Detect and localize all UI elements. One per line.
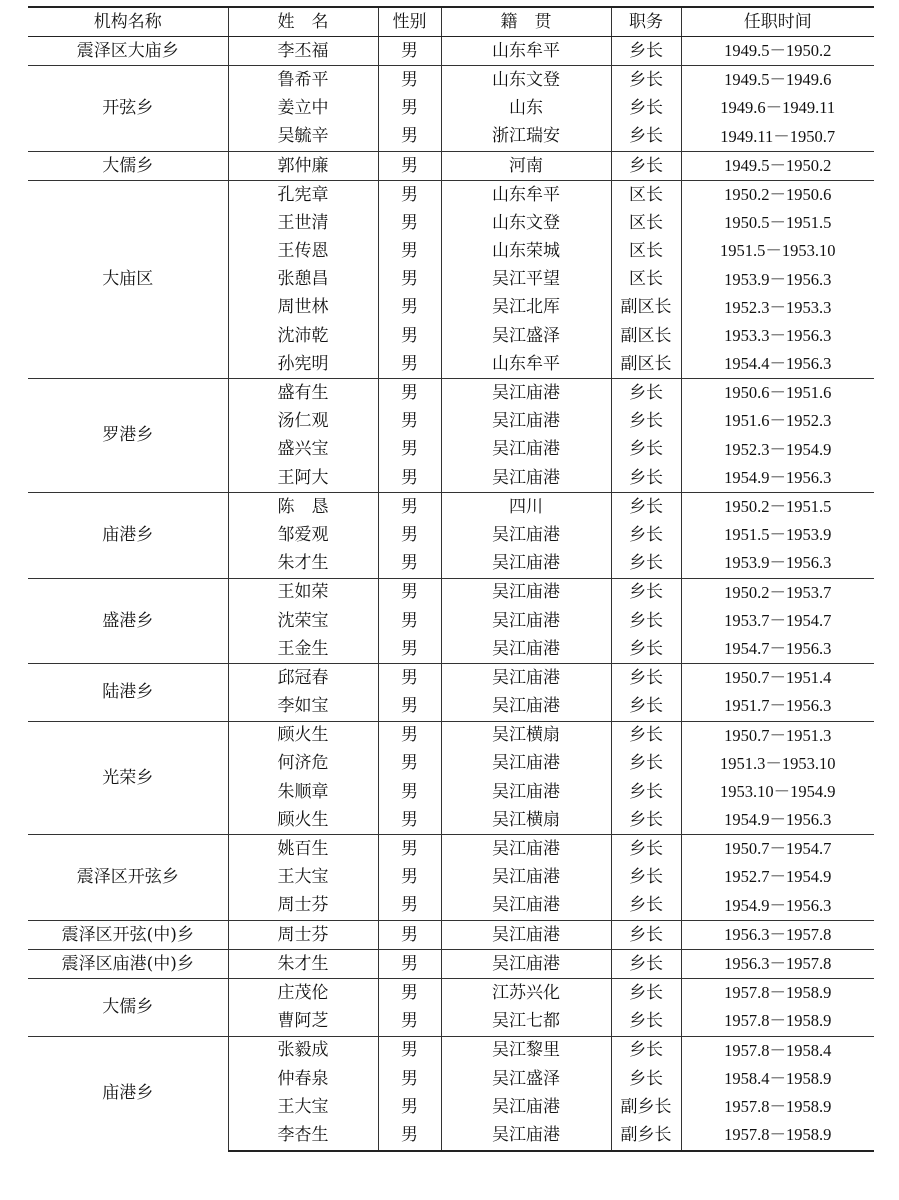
origin-cell: 吴江盛泽 xyxy=(441,322,611,350)
name-cell: 王世清 xyxy=(228,209,378,237)
name-cell: 盛有生 xyxy=(228,379,378,408)
term-cell: 1952.7－1954.9 xyxy=(681,864,874,892)
name-cell: 王传恩 xyxy=(228,238,378,266)
sex-cell: 男 xyxy=(378,1036,441,1065)
origin-cell: 江苏兴化 xyxy=(441,979,611,1008)
name-cell: 李杏生 xyxy=(228,1121,378,1150)
term-cell: 1950.2－1953.7 xyxy=(681,578,874,607)
org-name-cell: 震泽区庙港(中)乡 xyxy=(28,950,228,979)
post-cell: 乡长 xyxy=(611,379,681,408)
term-cell: 1952.3－1953.3 xyxy=(681,294,874,322)
post-cell: 乡长 xyxy=(611,721,681,750)
origin-cell: 山东文登 xyxy=(441,209,611,237)
name-cell: 张憩昌 xyxy=(228,266,378,294)
origin-cell: 吴江庙港 xyxy=(441,864,611,892)
table-row xyxy=(28,950,874,979)
name-cell: 沈沛乾 xyxy=(228,322,378,350)
sex-cell: 男 xyxy=(378,750,441,778)
sex-cell: 男 xyxy=(378,1121,441,1150)
table-header xyxy=(28,7,874,37)
post-cell: 乡长 xyxy=(611,1036,681,1065)
term-cell: 1957.8－1958.9 xyxy=(681,1093,874,1121)
sex-cell: 男 xyxy=(378,123,441,152)
sex-cell: 男 xyxy=(378,607,441,635)
origin-cell: 山东荣城 xyxy=(441,238,611,266)
org-name-cell: 大庙区 xyxy=(28,181,228,379)
origin-cell: 吴江庙港 xyxy=(441,436,611,464)
origin-cell: 浙江瑞安 xyxy=(441,123,611,152)
table-row xyxy=(28,493,874,522)
sex-cell: 男 xyxy=(378,322,441,350)
origin-cell: 吴江横扇 xyxy=(441,806,611,835)
org-name-cell: 震泽区开弦乡 xyxy=(28,835,228,921)
name-cell: 李如宝 xyxy=(228,693,378,722)
name-cell: 王如荣 xyxy=(228,578,378,607)
post-cell: 乡长 xyxy=(611,95,681,123)
post-cell: 乡长 xyxy=(611,864,681,892)
term-cell: 1951.5－1953.9 xyxy=(681,521,874,549)
term-cell: 1957.8－1958.9 xyxy=(681,979,874,1008)
table-row xyxy=(28,721,874,750)
term-cell: 1949.6－1949.11 xyxy=(681,95,874,123)
name-cell: 张毅成 xyxy=(228,1036,378,1065)
table-row xyxy=(28,664,874,693)
origin-cell: 吴江庙港 xyxy=(441,578,611,607)
post-cell: 乡长 xyxy=(611,664,681,693)
name-cell: 汤仁观 xyxy=(228,408,378,436)
org-name-cell: 庙港乡 xyxy=(28,1036,228,1150)
name-cell: 姜立中 xyxy=(228,95,378,123)
header-org: 机构名称 xyxy=(28,7,228,37)
term-cell: 1950.7－1951.3 xyxy=(681,721,874,750)
name-cell: 周士芬 xyxy=(228,921,378,950)
name-cell: 朱顺章 xyxy=(228,778,378,806)
org-name-cell: 大儒乡 xyxy=(28,151,228,180)
sex-cell: 男 xyxy=(378,266,441,294)
origin-cell: 吴江七都 xyxy=(441,1008,611,1037)
name-cell: 孔宪章 xyxy=(228,181,378,210)
origin-cell: 吴江庙港 xyxy=(441,921,611,950)
origin-cell: 山东牟平 xyxy=(441,181,611,210)
table-row xyxy=(28,37,874,66)
term-cell: 1950.5－1951.5 xyxy=(681,209,874,237)
sex-cell: 男 xyxy=(378,979,441,1008)
origin-cell: 山东文登 xyxy=(441,66,611,95)
term-cell: 1958.4－1958.9 xyxy=(681,1065,874,1093)
sex-cell: 男 xyxy=(378,664,441,693)
name-cell: 王大宝 xyxy=(228,864,378,892)
origin-cell: 吴江庙港 xyxy=(441,892,611,921)
table-row xyxy=(28,66,874,95)
origin-cell: 吴江黎里 xyxy=(441,1036,611,1065)
sex-cell: 男 xyxy=(378,37,441,66)
name-cell: 朱才生 xyxy=(228,550,378,579)
term-cell: 1950.6－1951.6 xyxy=(681,379,874,408)
sex-cell: 男 xyxy=(378,151,441,180)
table-row xyxy=(28,979,874,1008)
table-row xyxy=(28,921,874,950)
term-cell: 1951.7－1956.3 xyxy=(681,693,874,722)
post-cell: 副乡长 xyxy=(611,1121,681,1150)
post-cell: 乡长 xyxy=(611,493,681,522)
term-cell: 1953.9－1956.3 xyxy=(681,550,874,579)
term-cell: 1949.11－1950.7 xyxy=(681,123,874,152)
name-cell: 庄茂伦 xyxy=(228,979,378,1008)
term-cell: 1954.9－1956.3 xyxy=(681,892,874,921)
header-row xyxy=(28,7,874,37)
post-cell: 乡长 xyxy=(611,1008,681,1037)
table-row xyxy=(28,181,874,210)
name-cell: 王金生 xyxy=(228,635,378,664)
term-cell: 1949.5－1949.6 xyxy=(681,66,874,95)
origin-cell: 四川 xyxy=(441,493,611,522)
sex-cell: 男 xyxy=(378,835,441,864)
term-cell: 1949.5－1950.2 xyxy=(681,151,874,180)
post-cell: 乡长 xyxy=(611,408,681,436)
sex-cell: 男 xyxy=(378,693,441,722)
post-cell: 副区长 xyxy=(611,294,681,322)
post-cell: 乡长 xyxy=(611,835,681,864)
post-cell: 乡长 xyxy=(611,464,681,493)
org-name-cell: 陆港乡 xyxy=(28,664,228,721)
sex-cell: 男 xyxy=(378,635,441,664)
post-cell: 乡长 xyxy=(611,750,681,778)
name-cell: 吴毓辛 xyxy=(228,123,378,152)
sex-cell: 男 xyxy=(378,550,441,579)
origin-cell: 吴江庙港 xyxy=(441,550,611,579)
table-row xyxy=(28,151,874,180)
sex-cell: 男 xyxy=(378,1093,441,1121)
header-sex: 性别 xyxy=(378,7,441,37)
term-cell: 1956.3－1957.8 xyxy=(681,950,874,979)
term-cell: 1953.3－1956.3 xyxy=(681,322,874,350)
name-cell: 周士芬 xyxy=(228,892,378,921)
origin-cell: 吴江庙港 xyxy=(441,635,611,664)
post-cell: 副乡长 xyxy=(611,1093,681,1121)
name-cell: 王大宝 xyxy=(228,1093,378,1121)
name-cell: 何济危 xyxy=(228,750,378,778)
sex-cell: 男 xyxy=(378,578,441,607)
sex-cell: 男 xyxy=(378,209,441,237)
term-cell: 1951.5－1953.10 xyxy=(681,238,874,266)
post-cell: 区长 xyxy=(611,209,681,237)
post-cell: 乡长 xyxy=(611,950,681,979)
origin-cell: 吴江庙港 xyxy=(441,464,611,493)
officials-table xyxy=(28,6,874,1152)
sex-cell: 男 xyxy=(378,921,441,950)
sex-cell: 男 xyxy=(378,436,441,464)
term-cell: 1953.7－1954.7 xyxy=(681,607,874,635)
header-term: 任职时间 xyxy=(681,7,874,37)
post-cell: 副区长 xyxy=(611,322,681,350)
term-cell: 1950.2－1951.5 xyxy=(681,493,874,522)
origin-cell: 山东牟平 xyxy=(441,37,611,66)
org-name-cell: 盛港乡 xyxy=(28,578,228,664)
sex-cell: 男 xyxy=(378,892,441,921)
term-cell: 1953.10－1954.9 xyxy=(681,778,874,806)
term-cell: 1952.3－1954.9 xyxy=(681,436,874,464)
sex-cell: 男 xyxy=(378,950,441,979)
origin-cell: 吴江庙港 xyxy=(441,607,611,635)
origin-cell: 吴江庙港 xyxy=(441,750,611,778)
post-cell: 乡长 xyxy=(611,607,681,635)
post-cell: 乡长 xyxy=(611,436,681,464)
post-cell: 乡长 xyxy=(611,550,681,579)
sex-cell: 男 xyxy=(378,493,441,522)
term-cell: 1957.8－1958.9 xyxy=(681,1008,874,1037)
origin-cell: 吴江庙港 xyxy=(441,693,611,722)
name-cell: 曹阿芝 xyxy=(228,1008,378,1037)
sex-cell: 男 xyxy=(378,350,441,379)
sex-cell: 男 xyxy=(378,721,441,750)
post-cell: 乡长 xyxy=(611,979,681,1008)
sex-cell: 男 xyxy=(378,294,441,322)
post-cell: 区长 xyxy=(611,266,681,294)
sex-cell: 男 xyxy=(378,408,441,436)
term-cell: 1954.4－1956.3 xyxy=(681,350,874,379)
name-cell: 邱冠春 xyxy=(228,664,378,693)
sex-cell: 男 xyxy=(378,521,441,549)
name-cell: 顾火生 xyxy=(228,806,378,835)
header-name: 姓 名 xyxy=(228,7,378,37)
name-cell: 王阿大 xyxy=(228,464,378,493)
name-cell: 仲春泉 xyxy=(228,1065,378,1093)
post-cell: 副区长 xyxy=(611,350,681,379)
origin-cell: 吴江庙港 xyxy=(441,835,611,864)
sex-cell: 男 xyxy=(378,1008,441,1037)
origin-cell: 山东牟平 xyxy=(441,350,611,379)
name-cell: 沈荣宝 xyxy=(228,607,378,635)
post-cell: 乡长 xyxy=(611,921,681,950)
origin-cell: 吴江庙港 xyxy=(441,1121,611,1150)
name-cell: 顾火生 xyxy=(228,721,378,750)
org-name-cell: 罗港乡 xyxy=(28,379,228,493)
name-cell: 陈 恳 xyxy=(228,493,378,522)
post-cell: 乡长 xyxy=(611,635,681,664)
term-cell: 1953.9－1956.3 xyxy=(681,266,874,294)
sex-cell: 男 xyxy=(378,864,441,892)
sex-cell: 男 xyxy=(378,379,441,408)
post-cell: 乡长 xyxy=(611,66,681,95)
name-cell: 朱才生 xyxy=(228,950,378,979)
origin-cell: 吴江盛泽 xyxy=(441,1065,611,1093)
origin-cell: 吴江庙港 xyxy=(441,408,611,436)
table-row xyxy=(28,835,874,864)
post-cell: 区长 xyxy=(611,238,681,266)
sex-cell: 男 xyxy=(378,464,441,493)
post-cell: 乡长 xyxy=(611,693,681,722)
sex-cell: 男 xyxy=(378,778,441,806)
name-cell: 盛兴宝 xyxy=(228,436,378,464)
term-cell: 1951.6－1952.3 xyxy=(681,408,874,436)
post-cell: 乡长 xyxy=(611,37,681,66)
post-cell: 乡长 xyxy=(611,151,681,180)
name-cell: 李丕福 xyxy=(228,37,378,66)
origin-cell: 吴江庙港 xyxy=(441,664,611,693)
post-cell: 乡长 xyxy=(611,778,681,806)
post-cell: 乡长 xyxy=(611,1065,681,1093)
origin-cell: 河南 xyxy=(441,151,611,180)
origin-cell: 吴江横扇 xyxy=(441,721,611,750)
sex-cell: 男 xyxy=(378,66,441,95)
sex-cell: 男 xyxy=(378,95,441,123)
origin-cell: 吴江平望 xyxy=(441,266,611,294)
term-cell: 1957.8－1958.4 xyxy=(681,1036,874,1065)
table-row xyxy=(28,379,874,408)
header-post: 职务 xyxy=(611,7,681,37)
post-cell: 乡长 xyxy=(611,578,681,607)
term-cell: 1954.7－1956.3 xyxy=(681,635,874,664)
term-cell: 1951.3－1953.10 xyxy=(681,750,874,778)
header-origin: 籍 贯 xyxy=(441,7,611,37)
origin-cell: 吴江庙港 xyxy=(441,778,611,806)
term-cell: 1950.2－1950.6 xyxy=(681,181,874,210)
origin-cell: 吴江庙港 xyxy=(441,1093,611,1121)
name-cell: 鲁希平 xyxy=(228,66,378,95)
term-cell: 1949.5－1950.2 xyxy=(681,37,874,66)
name-cell: 周世林 xyxy=(228,294,378,322)
post-cell: 乡长 xyxy=(611,806,681,835)
origin-cell: 吴江庙港 xyxy=(441,379,611,408)
name-cell: 孙宪明 xyxy=(228,350,378,379)
org-name-cell: 大儒乡 xyxy=(28,979,228,1036)
term-cell: 1957.8－1958.9 xyxy=(681,1121,874,1150)
term-cell: 1956.3－1957.8 xyxy=(681,921,874,950)
sex-cell: 男 xyxy=(378,181,441,210)
name-cell: 姚百生 xyxy=(228,835,378,864)
post-cell: 乡长 xyxy=(611,123,681,152)
sex-cell: 男 xyxy=(378,1065,441,1093)
post-cell: 区长 xyxy=(611,181,681,210)
term-cell: 1954.9－1956.3 xyxy=(681,806,874,835)
table-row xyxy=(28,1036,874,1065)
term-cell: 1950.7－1951.4 xyxy=(681,664,874,693)
term-cell: 1950.7－1954.7 xyxy=(681,835,874,864)
post-cell: 乡长 xyxy=(611,892,681,921)
origin-cell: 吴江庙港 xyxy=(441,950,611,979)
name-cell: 邹爱观 xyxy=(228,521,378,549)
org-name-cell: 开弦乡 xyxy=(28,66,228,152)
org-name-cell: 庙港乡 xyxy=(28,493,228,579)
sex-cell: 男 xyxy=(378,238,441,266)
org-name-cell: 震泽区开弦(中)乡 xyxy=(28,921,228,950)
origin-cell: 吴江北厍 xyxy=(441,294,611,322)
origin-cell: 吴江庙港 xyxy=(441,521,611,549)
name-cell: 郭仲廉 xyxy=(228,151,378,180)
term-cell: 1954.9－1956.3 xyxy=(681,464,874,493)
sex-cell: 男 xyxy=(378,806,441,835)
table-body xyxy=(28,37,874,1151)
origin-cell: 山东 xyxy=(441,95,611,123)
officials-table-container xyxy=(28,6,874,1152)
table-row xyxy=(28,578,874,607)
org-name-cell: 震泽区大庙乡 xyxy=(28,37,228,66)
org-name-cell: 光荣乡 xyxy=(28,721,228,835)
post-cell: 乡长 xyxy=(611,521,681,549)
